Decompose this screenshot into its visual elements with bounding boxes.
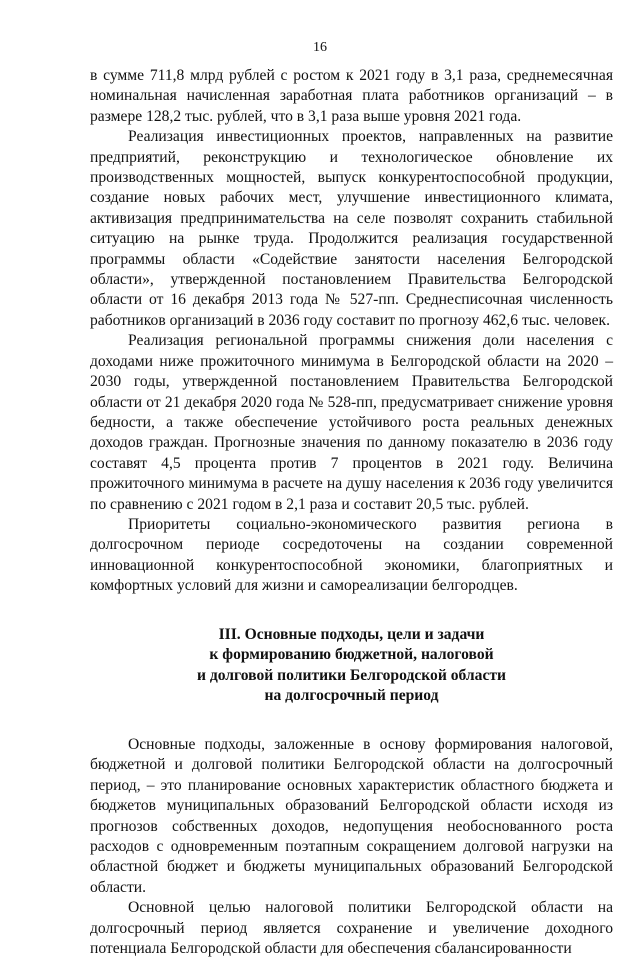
document-body (90, 66, 613, 959)
paragraph-continuation: в сумме 711,8 млрд рублей с ростом к 2021 году в 3,1 раза, среднемесячная номинальная начисленная заработная плата работников организаций – в размере 128,2 тыс. рублей, что в 3,1 раза выше уровня 2021 года. (90, 67, 613, 125)
section-heading-line: к формированию бюджетной, налоговой (209, 646, 494, 664)
paragraph-investment-projects: Реализация инвестиционных проектов, направленных на развитие предприятий, реконструкцию и технологическое обновление их производственных мощностей, выпуск конкурентоспособной продукции, создание новых рабочих мест, улучшение инвестиционного климата, активизация предпринимательства на селе позволят сохранить стабильной ситуацию на рынке труда. Продолжится реализация государственной программы области «Содействие занятости населения Белгородской области», утвержденной постановлением Правительства Белгородской области от 16 декабря 2013 года № 527-пп. Среднесписочная численность работников организаций в 2036 году составит по прогнозу 462,6 тыс. человек. (90, 128, 613, 329)
section-heading (90, 625, 613, 707)
paragraph-main-approaches: Основные подходы, заложенные в основу формирования налоговой, бюджетной и долговой политики Белгородской области на долгосрочный период, – это планирование основных характеристик областного бюджета и бюджетов муниципальных образований Белгородской области исходя из прогнозов собственных доходов, недопущения необоснованного роста расходов с одновременным поэтапным сокращением долговой нагрузки на областной бюджет и бюджеты муниципальных образований Белгородской области. (90, 735, 613, 896)
page-number: 16 (313, 40, 327, 55)
paragraph-tax-policy-goal: Основной целью налоговой политики Белгородской области на долгосрочный период является сохранение и увеличение доходного потенциала Белгородской области для обеспечения сбалансированности (90, 899, 613, 957)
section-heading-line: III. Основные подходы, цели и задачи (218, 625, 485, 643)
section-heading-line: на долгосрочный период (264, 687, 439, 705)
section-heading-line: и долговой политики Белгородской области (196, 666, 507, 684)
paragraph-poverty-program: Реализация региональной программы снижения доли населения с доходами ниже прожиточного минимума в Белгородской области на 2020 – 2030 годы, утвержденной постановлением Правительства Белгородской области от 21 декабря 2020 года № 528-пп, предусматривает снижение уровня бедности, а также обеспечение устойчивого роста реальных денежных доходов граждан. Прогнозные значения по данному показателю в 2036 году составят 4,5 процента против 7 процентов в 2021 году. Величина прожиточного минимума в расчете на душу населения к 2036 году увеличится по сравнению с 2021 годом в 2,1 раза и составит 20,5 тыс. рублей. (90, 332, 613, 513)
paragraph-priorities: Приоритеты социально-экономического развития региона в долгосрочном периоде сосредоточены на создании современной инновационной конкурентоспособной экономики, благоприятных и комфортных условий для жизни и самореализации белгородцев. (90, 515, 613, 595)
